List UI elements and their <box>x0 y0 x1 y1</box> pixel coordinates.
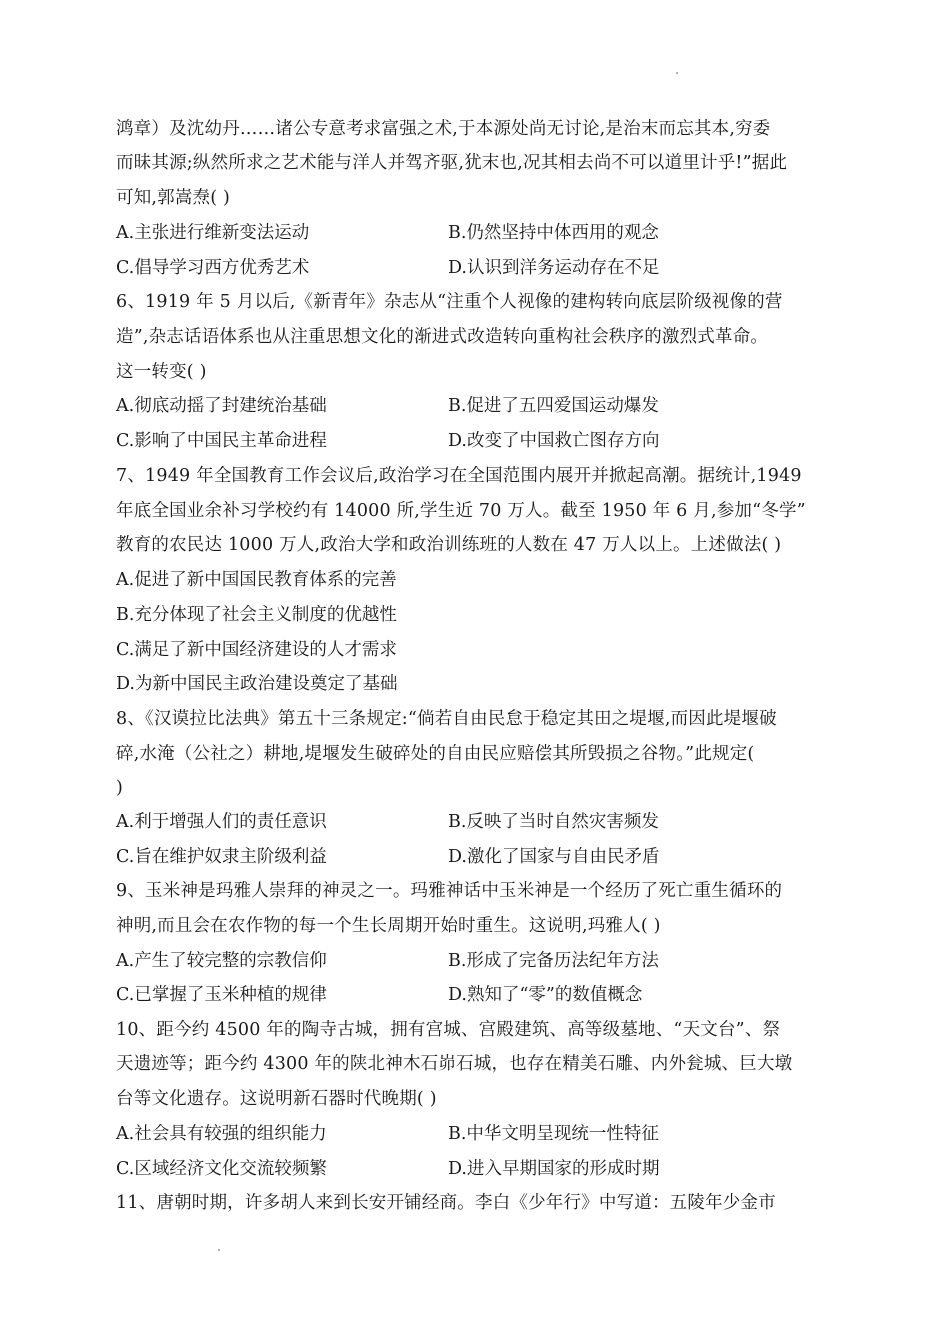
option-a: A.利于增强人们的责任意识 <box>116 812 327 832</box>
option-b: B.中华文明呈现统一性特征 <box>448 1124 659 1144</box>
option-d: D.改变了中国救亡图存方向 <box>448 431 660 451</box>
option-c: C.倡导学习西方优秀艺术 <box>116 258 310 278</box>
option-b: B.充分体现了社会主义制度的优越性 <box>116 605 397 625</box>
option-a: A.社会具有较强的组织能力 <box>116 1124 327 1144</box>
question-text-line: 6、1919 年 5 月以后,《新青年》杂志从“注重个人视像的建构转向底层阶级视像的营 <box>116 292 783 312</box>
option-c: C.已掌握了玉米种植的规律 <box>116 985 327 1005</box>
question-text-line: 鸿章）及沈幼丹……诸公专意考求富强之术,于本源处尚无讨论,是治末而忘其本,穷委 <box>116 119 771 139</box>
question-text-line: 7、1949 年全国教育工作会议后,政治学习在全国范围内展开并掀起高潮。据统计,1949 <box>116 466 802 486</box>
question-text-line: ) <box>116 778 124 798</box>
option-c: C.旨在维护奴隶主阶级利益 <box>116 847 327 867</box>
option-a: A.产生了较完整的宗教信仰 <box>116 951 327 971</box>
option-d: D.激化了国家与自由民矛盾 <box>448 847 660 867</box>
question-text-line: 11、唐朝时期，许多胡人来到长安开铺经商。李白《少年行》中写道：五陵年少金市 <box>116 1193 776 1213</box>
option-d: D.进入早期国家的形成时期 <box>448 1159 660 1179</box>
question-text-line: 碎,水淹（公社之）耕地,堤堰发生破碎处的自由民应赔偿其所毁损之谷物。”此规定( <box>116 744 755 764</box>
question-text-line: 10、距今约 4500 年的陶寺古城，拥有宫城、宫殿建筑、高等级墓地、“天文台”、祭 <box>116 1020 781 1040</box>
option-d: D.熟知了“零”的数值概念 <box>448 985 643 1005</box>
page-mark-top <box>676 72 678 74</box>
option-d: D.为新中国民主政治建设奠定了基础 <box>116 674 398 694</box>
question-text-line: 年底全国业余补习学校约有 14000 所,学生近 70 万人。截至 1950 年 6 月,参加“冬学” <box>116 501 806 521</box>
question-text-line: 8、《汉谟拉比法典》第五十三条规定:“倘若自由民怠于稳定其田之堤堰,而因此堤堰破 <box>116 709 777 729</box>
option-b: B.反映了当时自然灾害频发 <box>448 812 659 832</box>
page-mark-bottom <box>218 1249 220 1251</box>
option-c: C.满足了新中国经济建设的人才需求 <box>116 640 397 660</box>
question-text-line: 这一转变( ) <box>116 362 207 382</box>
question-text-line: 神明,而且会在农作物的每一个生长周期开始时重生。这说明,玛雅人( ) <box>116 916 661 936</box>
option-c: C.区域经济文化交流较频繁 <box>116 1159 327 1179</box>
option-c: C.影响了中国民主革命进程 <box>116 431 327 451</box>
question-text-line: 教育的农民达 1000 万人,政治大学和政治训练班的人数在 47 万人以上。上述做法( ) <box>116 535 782 555</box>
question-text-line: 天遗迹等；距今约 4300 年的陕北神木石峁石城，也存在精美石雕、内外瓮城、巨大墩 <box>116 1054 793 1074</box>
question-text-line: 造”,杂志话语体系也从注重思想文化的渐进式改造转向重构社会秩序的激烈式革命。 <box>116 327 769 347</box>
option-b: B.形成了完备历法纪年方法 <box>448 951 659 971</box>
option-a: A.彻底动摇了封建统治基础 <box>116 396 327 416</box>
option-a: A.主张进行维新变法运动 <box>116 223 310 243</box>
question-text-line: 9、玉米神是玛雅人崇拜的神灵之一。玛雅神话中玉米神是一个经历了死亡重生循环的 <box>116 881 783 901</box>
option-b: B.仍然坚持中体西用的观念 <box>448 223 659 243</box>
question-text-line: 可知,郭嵩焘( ) <box>116 188 231 208</box>
option-b: B.促进了五四爱国运动爆发 <box>448 396 659 416</box>
option-a: A.促进了新中国国民教育体系的完善 <box>116 570 397 590</box>
question-text-line: 台等文化遗存。这说明新石器时代晚期( ) <box>116 1089 437 1109</box>
option-d: D.认识到洋务运动存在不足 <box>448 258 660 278</box>
question-text-line: 而昧其源;纵然所求之艺术能与洋人并驾齐驱,犹末也,况其相去尚不可以道里计乎!”据此 <box>116 153 788 173</box>
